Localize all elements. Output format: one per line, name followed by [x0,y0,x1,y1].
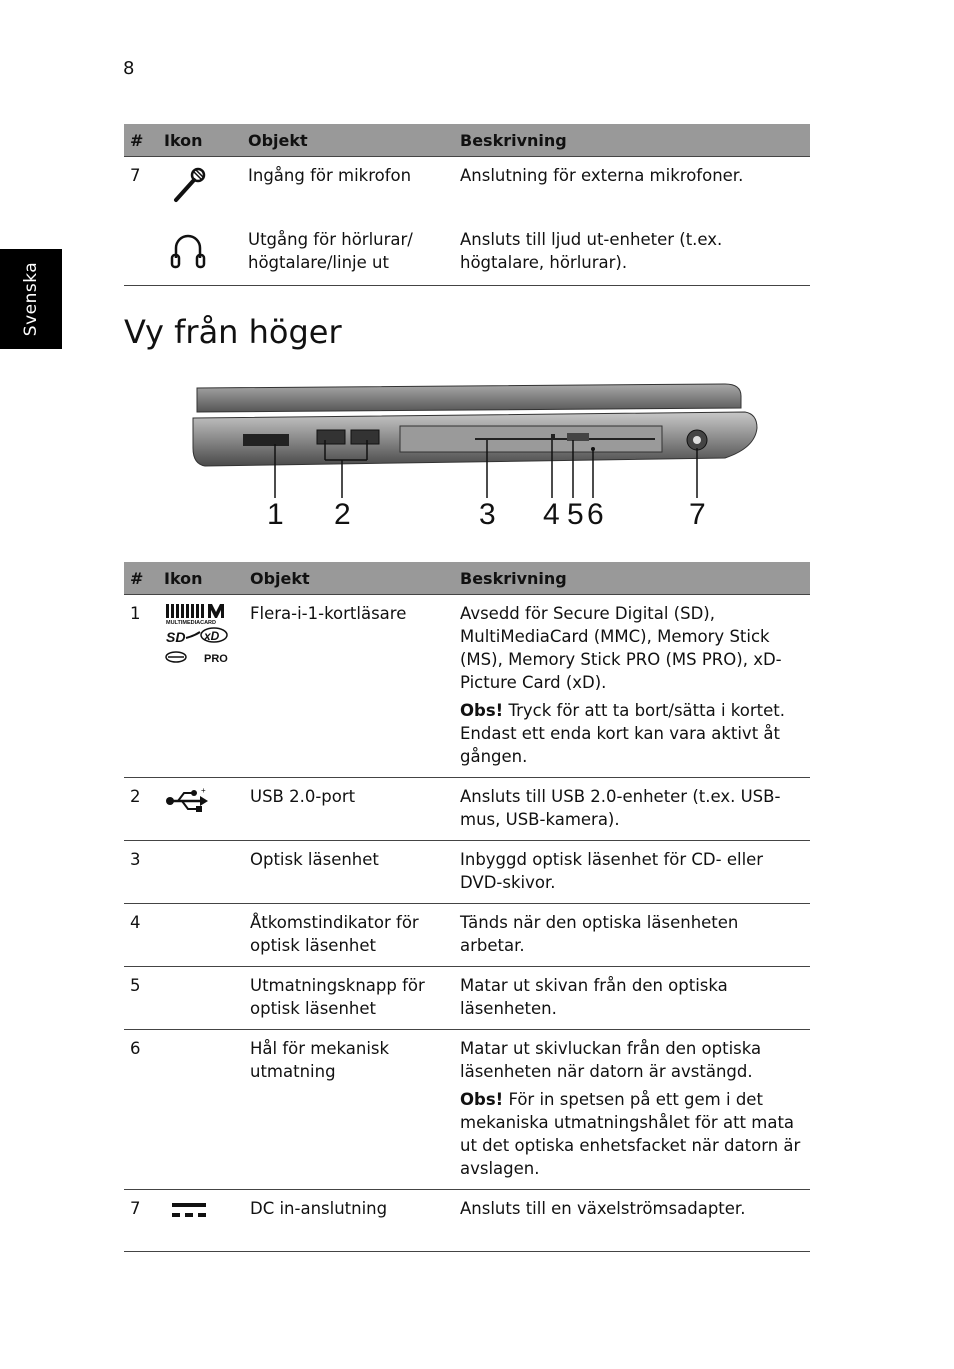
row-description: Ansluts till en växelströmsadapter. [454,1190,810,1252]
row-icon-cell [158,1190,244,1252]
table-row [124,904,810,967]
svg-text:+: + [201,786,206,795]
table-row [124,841,810,904]
row-note [460,699,804,768]
row-object: Ingång för mikrofon [248,166,412,185]
callout-3: 3 [479,498,496,531]
table-row [124,778,810,841]
right-view-components-table [124,562,810,1252]
table-row [124,221,810,286]
usb-port-1 [317,430,345,444]
laptop-lid [197,384,741,412]
callout-1: 1 [267,498,284,531]
row-number: 3 [124,841,158,904]
row-icon-cell [158,904,244,967]
column-header-object: Objekt [244,562,454,595]
row-description: Inbyggd optisk läsenhet för CD- eller DVD-skivor. [454,841,810,904]
row-object: Utgång för hörlurar/ högtalare/linje ut [242,221,454,286]
row-number: 2 [124,778,158,841]
svg-text:MULTIMEDIACARD: MULTIMEDIACARD [166,620,217,626]
row-object: USB 2.0-port [244,778,454,841]
row-description: Matar ut skivluckan från den optiska läsenheten när datorn är avstängd. [460,1039,762,1081]
row-number: 7 [130,166,141,185]
row-icon-cell [158,778,244,841]
column-header-description: Beskrivning [454,562,810,595]
column-header-object: Objekt [242,124,454,157]
usb-port-2 [351,430,379,444]
column-header-icon: Ikon [158,562,244,595]
svg-text:SD: SD [166,629,186,645]
row-number: 4 [124,904,158,967]
callout-2: 2 [334,498,351,531]
row-object: Åtkomstindikator för optisk läsenhet [244,904,454,967]
usb-icon [164,785,212,813]
row-description: Avsedd för Secure Digital (SD), MultiMediaCard (MMC), Memory Stick (MS), Memory Stick PRO (MS PRO), xD-Picture Card (xD). [460,604,782,692]
note-label: Obs! [460,1090,504,1109]
row-icon-cell [158,221,242,286]
language-tab-label: Svenska [21,261,41,337]
callout-5: 5 [567,498,584,531]
row-description: Ansluts till ljud ut-enheter (t.ex. högtalare, hörlurar). [454,221,810,286]
svg-text:PRO: PRO [204,653,228,665]
table-row [124,1190,810,1252]
laptop-right-view-diagram [185,378,775,533]
page-number: 8 [123,58,135,79]
language-tab [0,249,62,349]
row-description: Anslutning för externa mikrofoner. [460,166,744,185]
headphones-icon [164,228,212,272]
callout-4: 4 [543,498,560,531]
row-number: 6 [124,1030,158,1190]
row-object: Flera-i-1-kortläsare [244,595,454,778]
row-number [124,221,158,286]
row-number: 5 [124,967,158,1030]
note-label: Obs! [460,701,504,720]
row-note [460,1088,804,1180]
drive-eject-button [567,433,589,441]
row-description: Tänds när den optiska läsenheten arbetar. [454,904,810,967]
table-row [124,595,810,778]
svg-text:xD: xD [204,629,220,643]
callout-7: 7 [689,498,706,531]
table-row [124,157,810,222]
top-connector-table [124,124,810,286]
column-header-number: # [124,562,158,595]
row-icon-cell [158,967,244,1030]
callout-6: 6 [587,498,604,531]
row-number: 7 [124,1190,158,1252]
microphone-icon [164,164,212,206]
table-row [124,1030,810,1190]
row-description-cell [454,595,810,778]
table-row [124,967,810,1030]
card-reader-icon [164,602,230,668]
column-header-icon: Ikon [158,124,242,157]
row-number: 1 [124,595,158,778]
row-icon-cell [158,595,244,778]
note-text: Tryck för att ta bort/sätta i kortet. Endast ett enda kort kan vara aktivt åt gången. [460,701,785,766]
dc-in-icon [164,1197,212,1223]
card-reader-slot [243,434,289,446]
row-description: Ansluts till USB 2.0-enheter (t.ex. USB-mus, USB-kamera). [454,778,810,841]
column-header-description: Beskrivning [454,124,810,157]
row-object: DC in-anslutning [244,1190,454,1252]
row-description-cell [454,1030,810,1190]
row-description: Matar ut skivan från den optiska läsenheten. [454,967,810,1030]
drive-access-indicator [551,434,555,440]
section-title: Vy från höger [124,313,342,351]
row-icon-cell [158,841,244,904]
row-icon-cell [158,1030,244,1190]
note-text: För in spetsen på ett gem i det mekaniska utmatningshålet för att mata ut det optiska enhetsfacket när datorn är avslagen. [460,1090,801,1178]
row-icon-cell [158,157,242,222]
row-object: Utmatningsknapp för optisk läsenhet [244,967,454,1030]
row-object: Optisk läsenhet [244,841,454,904]
column-header-number: # [124,124,158,157]
row-object: Hål för mekanisk utmatning [244,1030,454,1190]
